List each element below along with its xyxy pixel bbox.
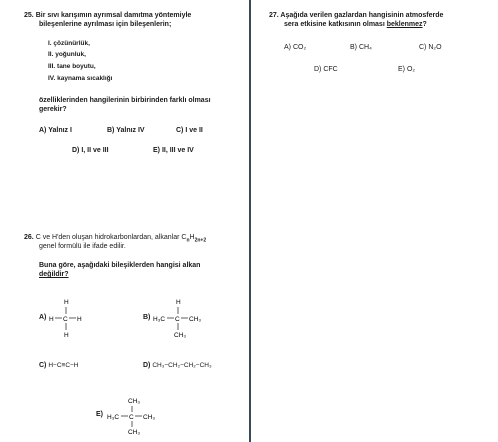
q26-option-d[interactable]: [143, 362, 212, 370]
q25-item-1: I. çözünürlük,: [48, 40, 90, 47]
q25-question-line2: gerekir?: [39, 106, 67, 113]
q26-option-b-label[interactable]: B): [143, 314, 151, 321]
atom-ch3-top: CH₃: [128, 398, 141, 405]
q26-option-b-structure: [152, 296, 212, 342]
q25-stem-line1: [24, 12, 191, 20]
atom-c: C: [175, 316, 180, 323]
q27-stem-end: ?: [422, 21, 427, 28]
q26-stem-line2: genel formülü ile ifade edilir.: [39, 243, 126, 250]
q25-number: 25.: [24, 12, 34, 19]
q25-option-e[interactable]: E) II, III ve IV: [153, 147, 194, 154]
q27-option-c[interactable]: C) N₂O: [419, 44, 442, 51]
q25-option-a[interactable]: A) Yalnız I: [39, 127, 72, 134]
q25-item-3: III. tane boyutu,: [48, 63, 96, 70]
q26-option-d-label: D): [143, 362, 151, 369]
q25-option-b[interactable]: B) Yalnız IV: [107, 127, 145, 134]
atom-h-top: H: [176, 299, 181, 306]
q27-stem-line1: [269, 12, 443, 20]
q26-option-c[interactable]: [39, 362, 79, 370]
q25-option-c[interactable]: C) I ve II: [176, 127, 203, 134]
q26-sub-n: n: [186, 237, 190, 244]
q25-question-line1: özelliklerinden hangilerinin birbirinden farklı olması: [39, 97, 211, 104]
q26-option-a-structure: [48, 296, 96, 342]
q27-stem-line2: [284, 21, 427, 29]
q25-stem-text1: Bir sıvı karışımın ayrımsal damıtma yöntemiyle: [35, 12, 192, 19]
q26-option-e-label[interactable]: E): [96, 411, 103, 418]
atom-h-right: H: [77, 316, 82, 323]
q27-option-b[interactable]: B) CH₄: [350, 44, 372, 51]
q25-item-2: II. yoğunluk,: [48, 51, 86, 58]
atom-ch3-right: CH₃: [143, 414, 156, 421]
atom-ch3-bottom: CH₃: [128, 429, 141, 436]
atom-c: C: [63, 316, 68, 323]
q26-question-line1: Buna göre, aşağıdaki bileşiklerden hangisi alkan: [39, 262, 201, 269]
q26-option-c-label: C): [39, 362, 47, 369]
q26-stem-h: H: [189, 234, 195, 241]
atom-h-top: H: [64, 299, 69, 306]
q26-sub-2n2: 2n+2: [194, 237, 207, 244]
atom-h-bottom: H: [64, 332, 69, 339]
atom-h-left: H: [49, 316, 54, 323]
q27-number: 27.: [269, 12, 279, 19]
q26-option-a-label[interactable]: A): [39, 314, 47, 321]
q26-option-e-structure: [106, 395, 166, 441]
q27-option-a[interactable]: A) CO₂: [284, 44, 307, 51]
q25-item-4: IV. kaynama sıcaklığı: [48, 75, 113, 82]
column-divider: [249, 0, 251, 442]
q26-option-c-formula: H−C≡C−H: [48, 362, 79, 369]
q27-stem-text2: sera etkisine katkısının olması: [284, 21, 387, 28]
q25-stem-line2: bileşenlerine ayrılması için bileşenlerin;: [39, 21, 172, 28]
q27-option-d[interactable]: D) CFC: [314, 66, 338, 73]
q26-stem-line1: [24, 234, 206, 242]
atom-ch3-right: CH₃: [189, 316, 202, 323]
atom-c: C: [129, 414, 134, 421]
q27-stem-underlined: beklenmez: [386, 21, 423, 28]
q25-option-d[interactable]: D) I, II ve III: [72, 147, 109, 154]
q27-option-e[interactable]: E) O₂: [398, 66, 416, 73]
q26-stem-text1: C ve H'den oluşan hidrokarbonlardan, alkanlar C: [35, 234, 187, 241]
atom-h3c: H₃C: [107, 414, 120, 421]
atom-ch3-bottom: CH₃: [174, 332, 187, 339]
q26-question-line2: değildir?: [39, 271, 69, 278]
q26-number: 26.: [24, 234, 34, 241]
q26-option-d-formula: CH₃−CH₂−CH₂−CH₃: [152, 362, 212, 369]
q27-stem-text1: Aşağıda verilen gazlardan hangisinin atmosferde: [280, 12, 444, 19]
atom-h3c: H₃C: [153, 316, 166, 323]
